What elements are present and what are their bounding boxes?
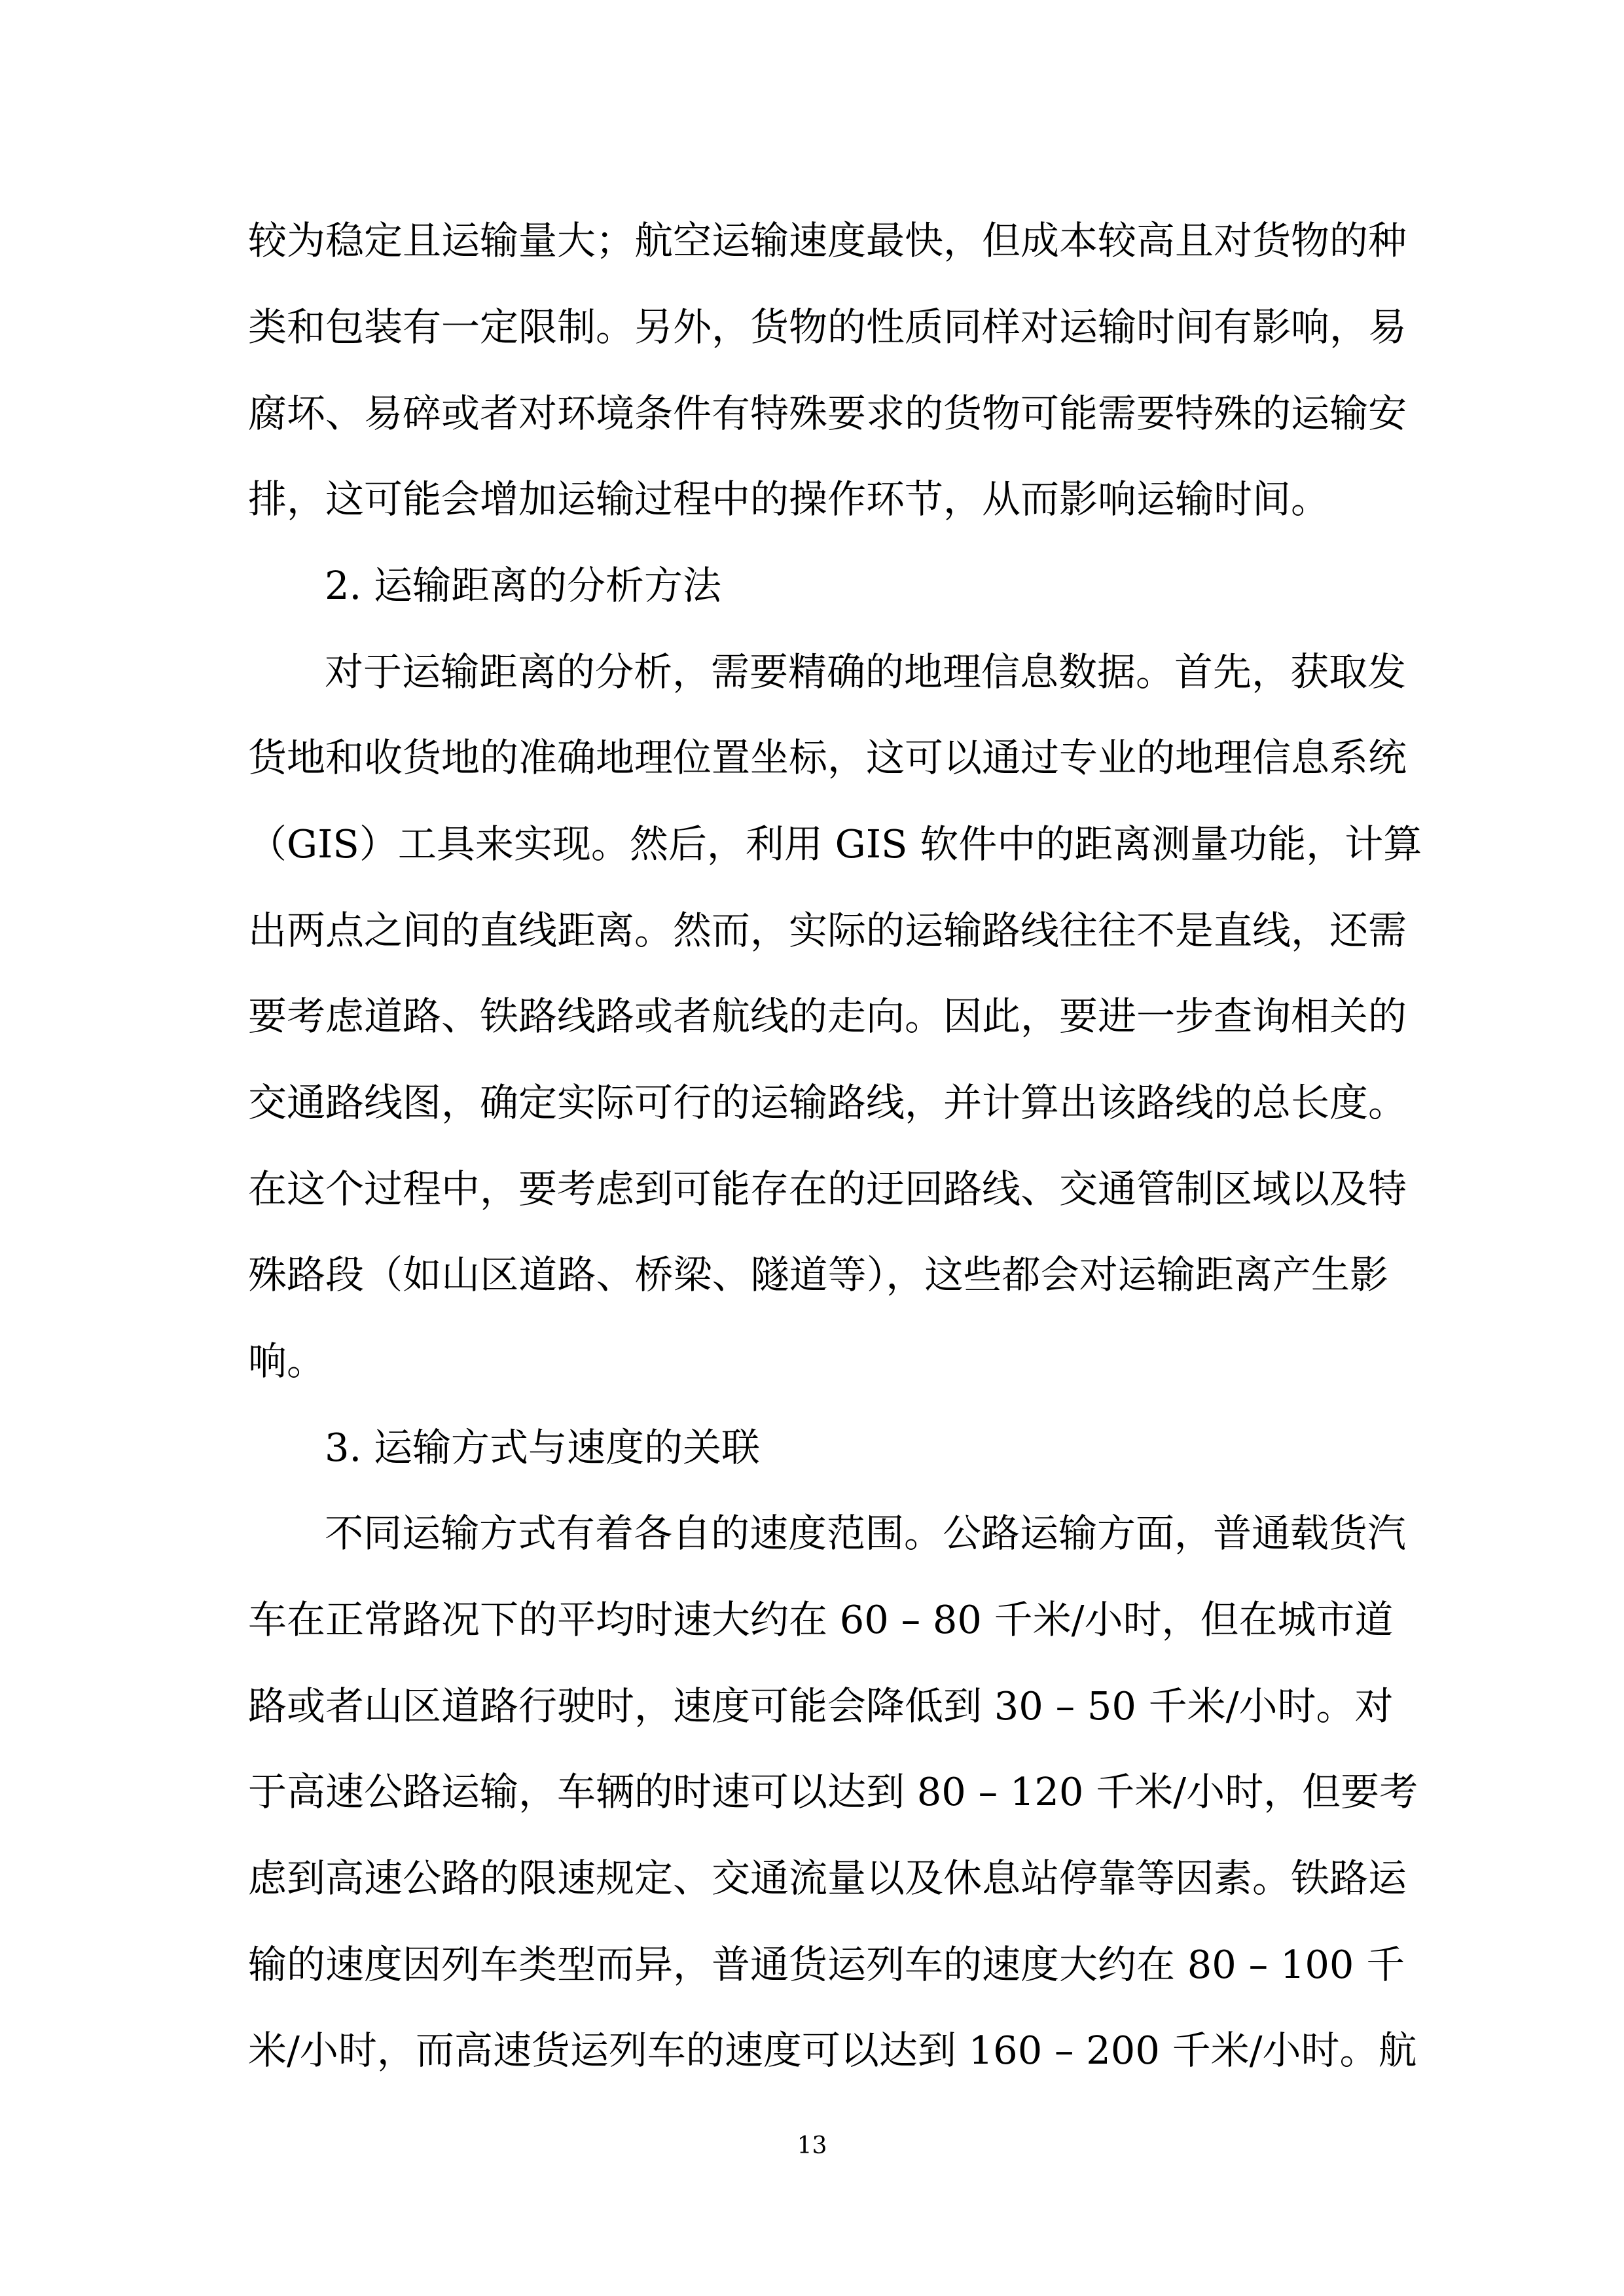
- paragraph-line: 在这个过程中，要考虑到可能存在的迂回路线、交通管制区域以及特: [248, 1166, 1407, 1211]
- paragraph-line: 腐坏、易碎或者对环境条件有特殊要求的货物可能需要特殊的运输安: [248, 391, 1407, 436]
- paragraph-line: 殊路段（如山区道路、桥梁、隧道等），这些都会对运输距离产生影: [248, 1252, 1388, 1297]
- paragraph-line: 车在正常路况下的平均时速大约在 60 – 80 千米/小时，但在城市道: [248, 1597, 1394, 1642]
- paragraph-line: 要考虑道路、铁路线路或者航线的走向。因此，要进一步查询相关的: [248, 994, 1407, 1039]
- paragraph-line: 货地和收货地的准确地理位置坐标，这可以通过专业的地理信息系统: [248, 735, 1407, 780]
- paragraph-line: 交通路线图，确定实际可行的运输路线，并计算出该路线的总长度。: [248, 1080, 1407, 1125]
- paragraph-line: 不同运输方式有着各自的速度范围。公路运输方面，普通载货汽: [325, 1511, 1407, 1556]
- paragraph-line: 类和包装有一定限制。另外，货物的性质同样对运输时间有影响，易: [248, 304, 1407, 350]
- paragraph-line: 输的速度因列车类型而异，普通货运列车的速度大约在 80 – 100 千: [248, 1942, 1405, 1987]
- paragraph-line: 较为稳定且运输量大；航空运输速度最快，但成本较高且对货物的种: [248, 218, 1407, 263]
- paragraph-line: 路或者山区道路行驶时，速度可能会降低到 30 – 50 千米/小时。对: [248, 1683, 1394, 1729]
- section-heading-2: 2. 运输距离的分析方法: [325, 563, 722, 608]
- paragraph-line: （GIS）工具来实现。然后，利用 GIS 软件中的距离测量功能，计算: [248, 821, 1422, 867]
- paragraph-line: 响。: [248, 1338, 326, 1384]
- paragraph-line: 米/小时，而高速货运列车的速度可以达到 160 – 200 千米/小时。航: [248, 2028, 1417, 2073]
- paragraph-line: 排，这可能会增加运输过程中的操作环节，从而影响运输时间。: [248, 476, 1330, 522]
- section-heading-3: 3. 运输方式与速度的关联: [325, 1425, 761, 1470]
- page-number: 13: [797, 2132, 827, 2159]
- paragraph-line: 虑到高速公路的限速规定、交通流量以及休息站停靠等因素。铁路运: [248, 1856, 1407, 1901]
- paragraph-line: 出两点之间的直线距离。然而，实际的运输路线往往不是直线，还需: [248, 908, 1407, 953]
- paragraph-line: 对于运输距离的分析，需要精确的地理信息数据。首先，获取发: [325, 649, 1407, 694]
- paragraph-line: 于高速公路运输，车辆的时速可以达到 80 – 120 千米/小时，但要考: [248, 1769, 1418, 1814]
